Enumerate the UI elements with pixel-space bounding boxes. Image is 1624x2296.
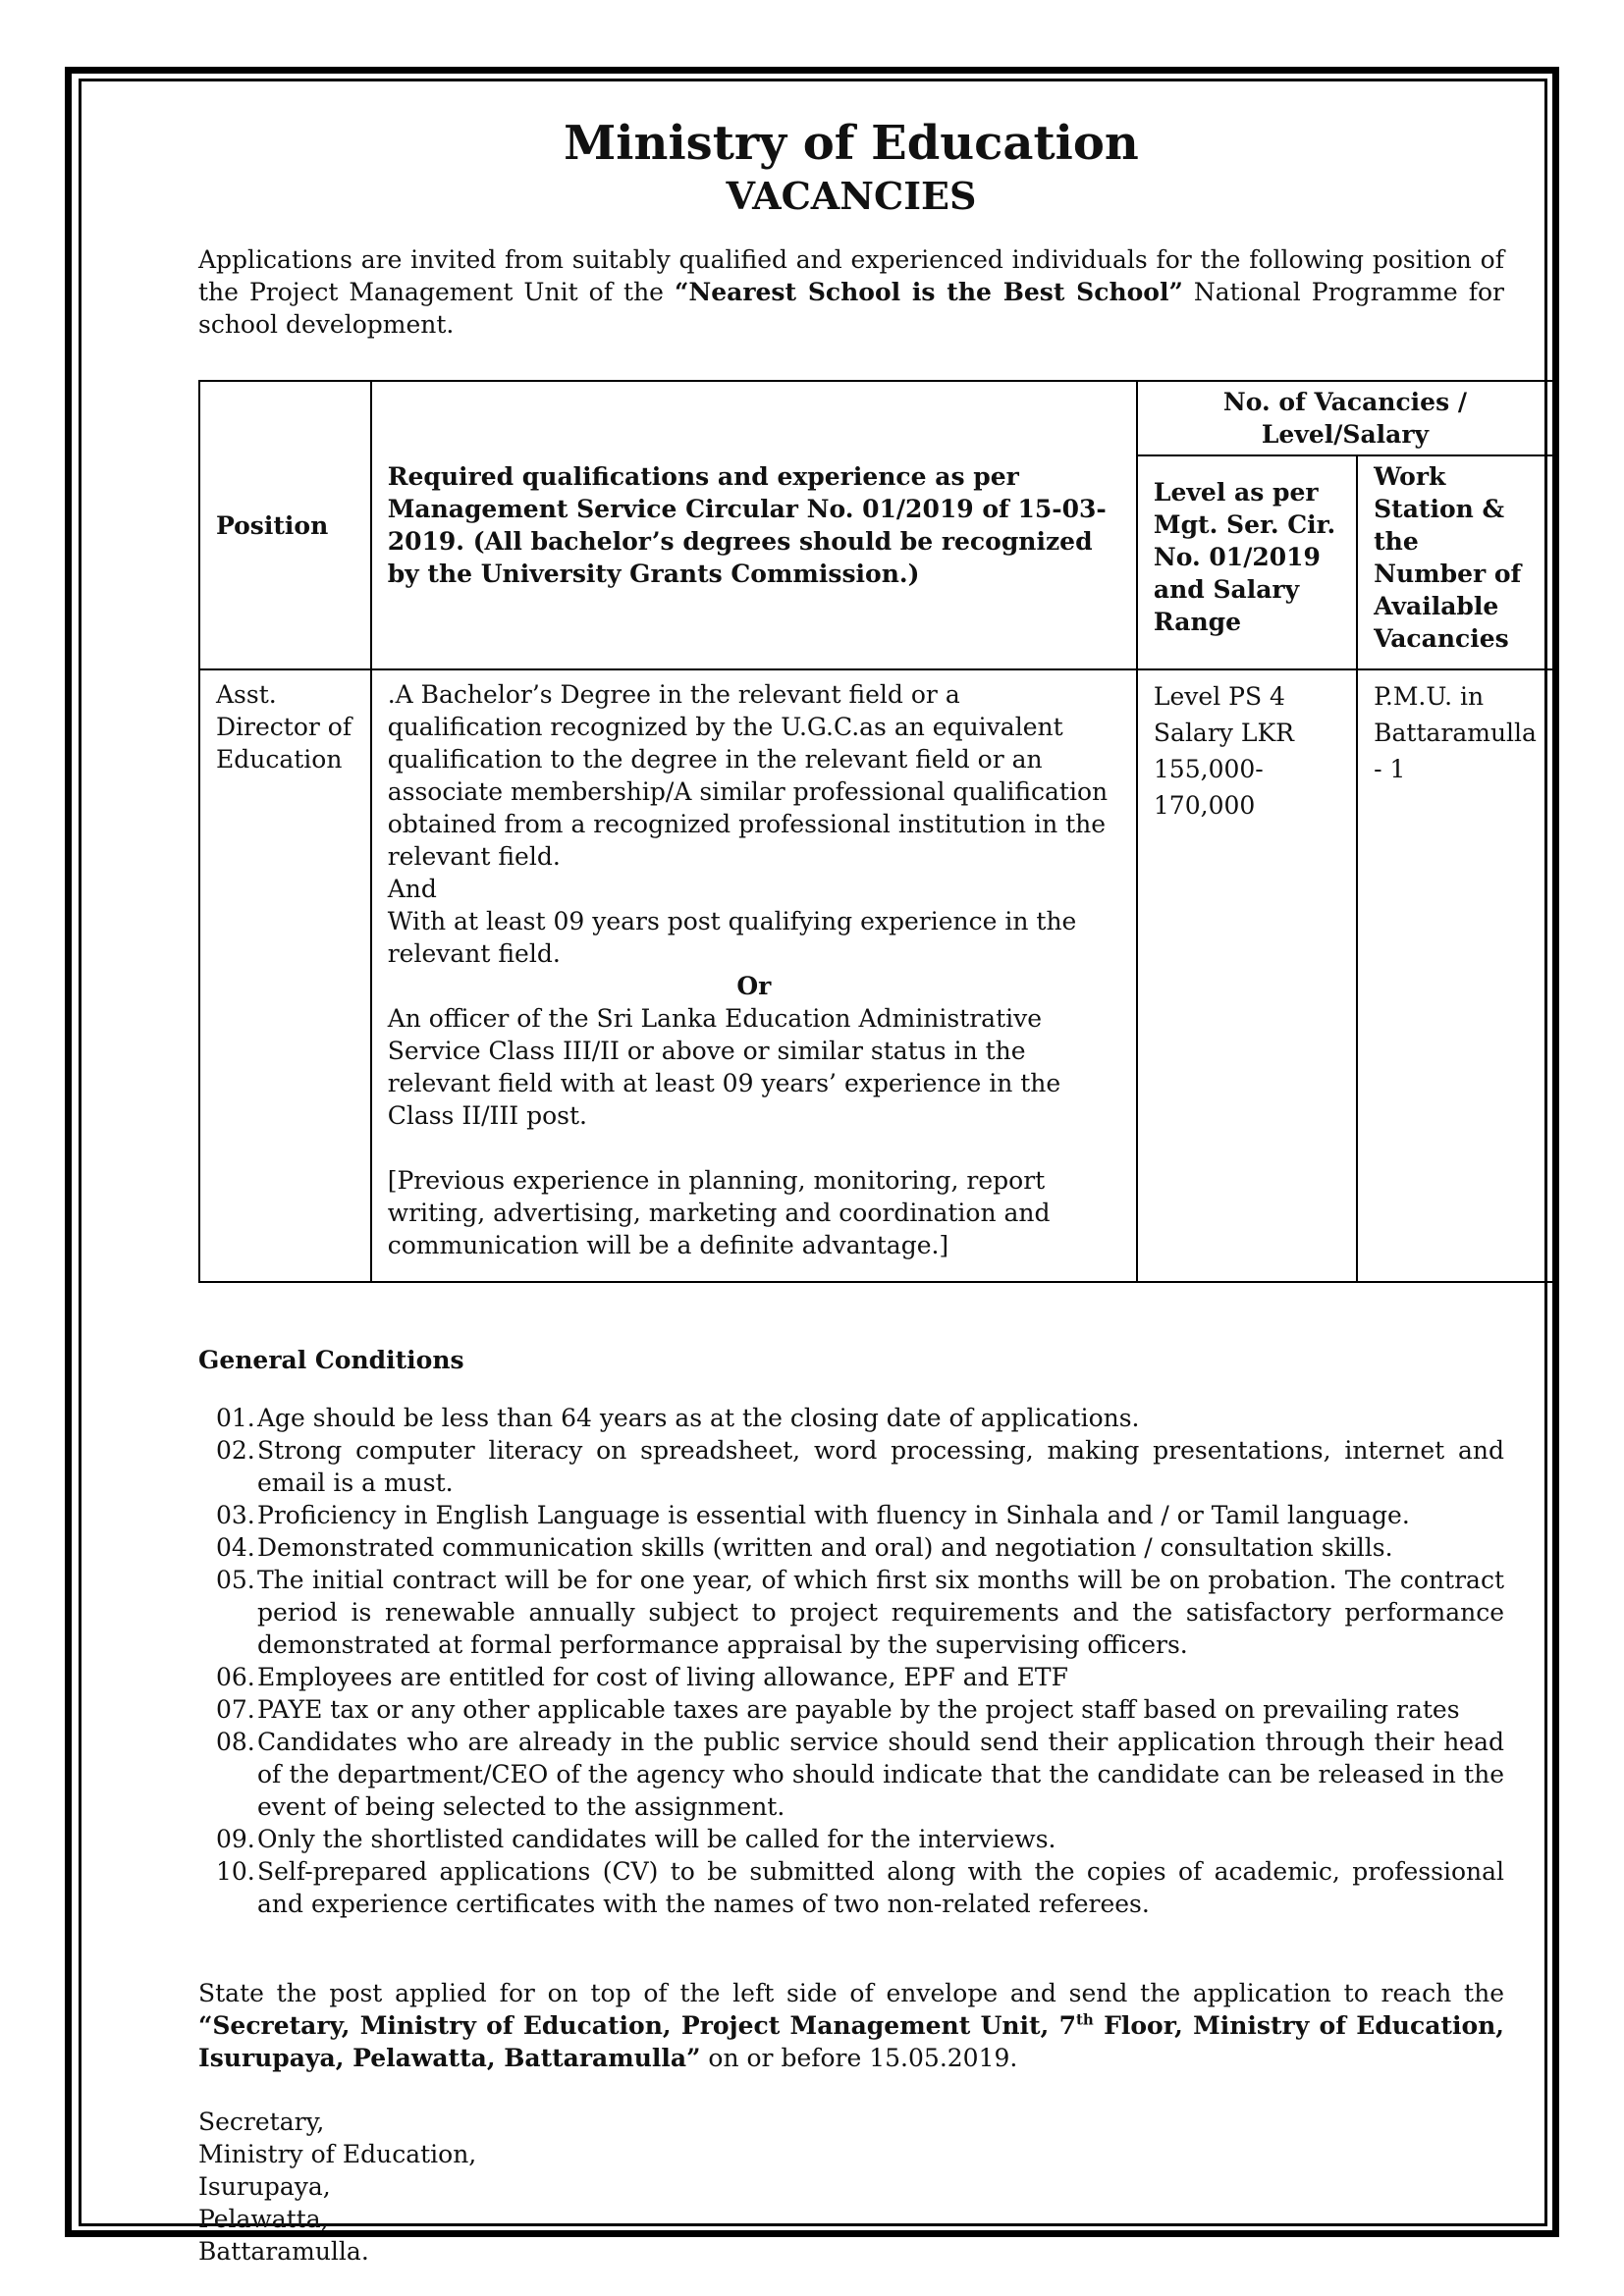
vacancies-table	[198, 380, 1554, 1283]
cell-station	[1357, 669, 1553, 1282]
list-item: 06. Employees are entitled for cost of living allowance, EPF and ETF	[216, 1663, 1068, 1691]
level-line-4: 170,000	[1153, 791, 1256, 820]
closing-paragraph	[198, 1977, 1504, 2074]
station-line-1: P.M.U. in	[1374, 682, 1485, 711]
qual-option-c: An officer of the Sri Lanka Education Administrative Service Class III/II or above or similar status in the relevant field with at least 09 years’ experience in the Class II/III post.	[387, 1004, 1061, 1130]
table-row	[199, 669, 1553, 1282]
cell-position: Asst. Director of Education	[199, 669, 371, 1282]
list-item: 08. Candidates who are already in the public service should send their application through their head of the department/CEO of the agency who should indicate that the candidate can be released in the event of being selected to the assignment.	[216, 1728, 1504, 1821]
cell-qualifications	[371, 669, 1137, 1282]
conditions-list	[198, 1402, 1504, 1920]
closing-address: “Secretary, Ministry of Education, Project Management Unit, 7th Floor, Ministry of Education, Isurupaya, Pelawatta, Battaramulla”	[198, 2010, 1504, 2072]
intro-text-1: Applications are invited from suitably qualified and experienced individuals for the following position of the Project Management Unit of the	[198, 245, 1504, 306]
signature-line: Secretary,	[198, 2108, 325, 2136]
signature-line: Pelawatta,	[198, 2205, 329, 2233]
table-header-row	[199, 381, 1553, 455]
signature-line: Battaramulla.	[198, 2237, 369, 2266]
list-item: 04. Demonstrated communication skills (written and oral) and negotiation / consultation skills.	[216, 1533, 1393, 1562]
programme-name: “Nearest School is the Best School”	[675, 278, 1183, 306]
list-item: 03. Proficiency in English Language is essential with fluency in Sinhala and / or Tamil language.	[216, 1501, 1410, 1529]
signature-line: Ministry of Education,	[198, 2140, 477, 2168]
header-station: Work Station & the Number of Available Vacancies	[1357, 455, 1553, 669]
list-item: 10. Self-prepared applications (CV) to be submitted along with the copies of academic, professional and experience certificates with the names of two non-related referees.	[216, 1857, 1504, 1918]
station-line-2: Battaramulla	[1374, 719, 1537, 747]
document-body	[198, 114, 1537, 2268]
header-vacancies-group: No. of Vacancies / Level/Salary	[1137, 381, 1553, 455]
intro-text-2: National Programme for school development.	[198, 278, 1504, 339]
cell-level	[1137, 669, 1357, 1282]
qual-or: Or	[736, 972, 772, 1000]
header-position: Position	[199, 381, 371, 669]
conditions-heading: General Conditions	[198, 1346, 464, 1374]
list-item: 09. Only the shortlisted candidates will be called for the interviews.	[216, 1825, 1056, 1853]
qual-option-b: With at least 09 years post qualifying experience in the relevant field.	[387, 907, 1077, 968]
list-item: 07. PAYE tax or any other applicable taxes are payable by the project staff based on prevailing rates	[216, 1695, 1460, 1724]
qual-and: And	[387, 875, 437, 903]
qual-option-a: .A Bachelor’s Degree in the relevant field or a qualification recognized by the U.G.C.as an equivalent qualification to the degree in the relevant field or an associate membership/A similar professional qualification obtained from a recognized professional institution in the relevant field.	[387, 680, 1109, 871]
signature-block	[198, 2106, 1504, 2268]
list-item: 02. Strong computer literacy on spreadsheet, word processing, making presentations, internet and email is a must.	[216, 1436, 1504, 1497]
intro-paragraph	[198, 243, 1504, 341]
station-line-3: - 1	[1374, 755, 1406, 783]
list-item: 05. The initial contract will be for one year, of which first six months will be on probation. The contract period is renewable annually subject to project requirements and the satisfactory performance demonstrated at formal performance appraisal by the supervising officers.	[216, 1566, 1504, 1659]
document-subtitle: VACANCIES	[726, 174, 977, 218]
level-line-2: Salary LKR	[1153, 719, 1294, 747]
level-line-3: 155,000-	[1153, 755, 1264, 783]
closing-text-2: on or before 15.05.2019.	[700, 2044, 1018, 2072]
closing-text-1: State the post applied for on top of the left side of envelope and send the application to reach the	[198, 1979, 1504, 2007]
document-title: Ministry of Education	[564, 116, 1139, 171]
header-qualifications: Required qualifications and experience as per Management Service Circular No. 01/2019 of 15-03-2019. (All bachelor’s degrees should be recognized by the University Grants Commission.)	[371, 381, 1137, 669]
header-level: Level as per Mgt. Ser. Cir. No. 01/2019 and Salary Range	[1137, 455, 1357, 669]
level-line-1: Level PS 4	[1153, 682, 1285, 711]
signature-line: Isurupaya,	[198, 2172, 331, 2201]
list-item: 01. Age should be less than 64 years as at the closing date of applications.	[216, 1404, 1140, 1432]
qual-note: [Previous experience in planning, monitoring, report writing, advertising, marketing and coordination and communication will be a definite advantage.]	[387, 1166, 1051, 1259]
